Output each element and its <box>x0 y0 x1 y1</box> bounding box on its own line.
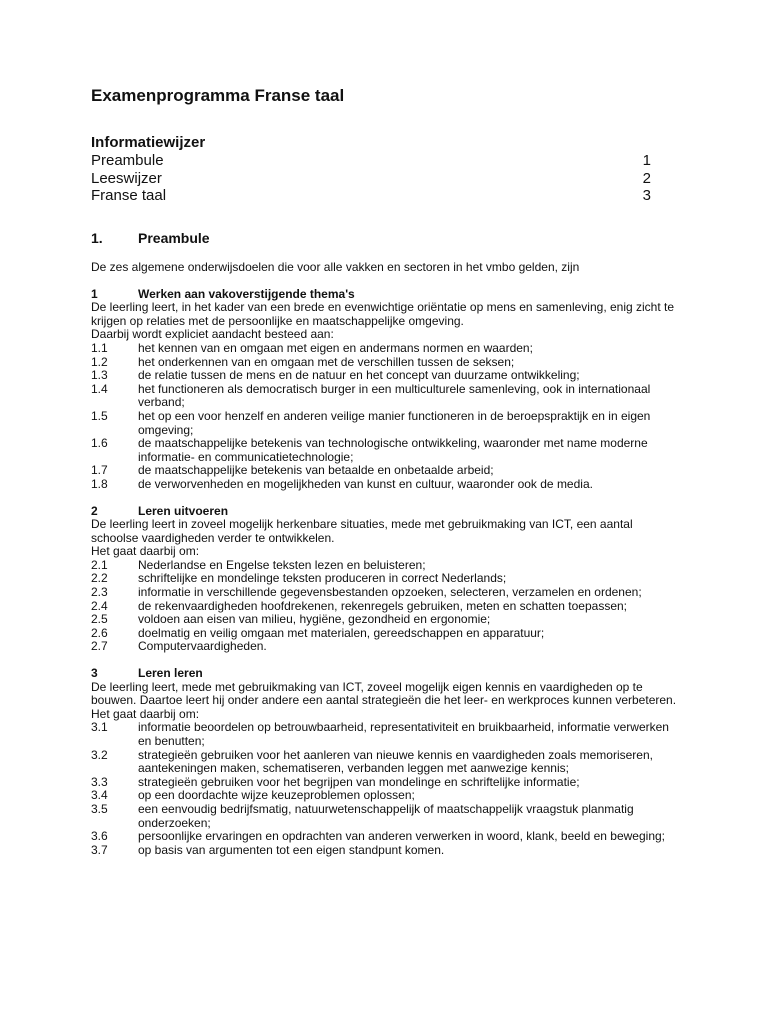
item-number: 2.3 <box>91 585 108 600</box>
goal-description: De leerling leert in zoveel mogelijk herkenbare situaties, mede met gebruikmaking van ICT, een aantal schoolse vaardigheden verder te ontwikkelen. <box>91 517 633 545</box>
goal-number: 2 <box>91 503 98 518</box>
toc-entry-page: 1 <box>642 152 651 169</box>
section-heading <box>91 230 210 246</box>
section-title: Preambule <box>138 230 210 246</box>
list-item <box>91 572 681 586</box>
item-number: 3.2 <box>91 747 108 762</box>
item-text: de rekenvaardigheden hoofdrekenen, rekenregels gebruiken, meten en schatten toepassen; <box>138 598 628 613</box>
list-item <box>91 640 681 654</box>
item-text: op een doordachte wijze keuzeproblemen oplossen; <box>138 788 415 803</box>
item-number: 2.6 <box>91 625 108 640</box>
section-intro: De zes algemene onderwijsdoelen die voor alle vakken en sectoren in het vmbo gelden, zijn <box>91 260 580 274</box>
item-number: 3.3 <box>91 774 108 789</box>
document-title: Examenprogramma Franse taal <box>91 86 345 105</box>
goal-block <box>91 505 681 655</box>
item-text: de verworvenheden en mogelijkheden van kunst en cultuur, waaronder ook de media. <box>138 476 593 491</box>
item-number: 3.6 <box>91 829 108 844</box>
toc-entry <box>91 187 651 205</box>
item-text: Nederlandse en Engelse teksten lezen en beluisteren; <box>138 557 426 572</box>
item-text: informatie beoordelen op betrouwbaarheid, representativiteit en bruikbaarheid, informatie verwerken en benutten; <box>138 720 669 748</box>
list-item <box>91 586 681 600</box>
goal-number: 3 <box>91 666 98 681</box>
list-item <box>91 613 681 627</box>
list-item <box>91 410 681 437</box>
item-number: 1.3 <box>91 368 108 383</box>
toc-entry-label: Preambule <box>91 152 164 169</box>
item-text: op basis van argumenten tot een eigen standpunt komen. <box>138 842 445 857</box>
toc-entry-label: Leeswijzer <box>91 169 162 187</box>
section-body <box>91 261 681 870</box>
goal-lead-in: Daarbij wordt expliciet aandacht besteed aan: <box>91 327 334 342</box>
item-text: voldoen aan eisen van milieu, hygiëne, gezondheid en ergonomie; <box>138 612 491 627</box>
toc-entry-page: 2 <box>642 169 651 187</box>
list-item <box>91 844 681 858</box>
item-number: 2.4 <box>91 598 108 613</box>
list-item <box>91 464 681 478</box>
item-text: het functioneren als democratisch burger in een multiculturele samenleving, ook in internationaal verband; <box>138 381 651 410</box>
list-item <box>91 830 681 844</box>
goal-block <box>91 288 681 492</box>
item-text: schriftelijke en mondelinge teksten produceren in correct Nederlands; <box>138 571 507 586</box>
list-item <box>91 356 681 370</box>
item-number: 1.8 <box>91 476 108 491</box>
item-number: 1.7 <box>91 463 108 478</box>
list-item <box>91 437 681 464</box>
goal-title-text: Leren uitvoeren <box>138 503 229 518</box>
item-text: een eenvoudig bedrijfsmatig, natuurwetenschappelijk of maatschappelijk vraagstuk planmatig onderzoeken; <box>138 801 634 830</box>
item-text: het onderkennen van en omgaan met de verschillen tussen de seksen; <box>138 354 515 369</box>
item-text: de relatie tussen de mens en de natuur en het concept van duurzame ontwikkeling; <box>138 368 580 383</box>
section-number: 1. <box>91 230 103 246</box>
toc-entry <box>91 152 651 170</box>
goal-block <box>91 667 681 857</box>
goal-lead-in: Het gaat daarbij om: <box>91 544 200 559</box>
item-number: 3.5 <box>91 801 108 816</box>
list-item <box>91 721 681 748</box>
table-of-contents <box>91 134 651 205</box>
item-text: Computervaardigheden. <box>138 639 267 654</box>
item-number: 2.7 <box>91 639 108 654</box>
item-text: strategieën gebruiken voor het begrijpen van mondelinge en schriftelijke informatie; <box>138 774 580 789</box>
goal-description: De leerling leert, mede met gebruikmaking van ICT, zoveel mogelijk eigen kennis en vaardigheden op te bouwen. Daartoe leert hij onder andere een aantal strategieën die het leer- en werkproces kunnen verbeteren. <box>91 679 677 708</box>
goal-lead-in: Het gaat daarbij om: <box>91 706 200 721</box>
goal-title <box>91 505 681 519</box>
goal-title <box>91 667 681 681</box>
toc-entry-page: 3 <box>642 187 651 204</box>
list-item <box>91 559 681 573</box>
goal-title <box>91 288 681 302</box>
item-number: 1.1 <box>91 340 108 355</box>
goal-description: De leerling leert, in het kader van een brede en evenwichtige oriëntatie op mens en samenleving, enig zicht te krijgen op relaties met de persoonlijke en maatschappelijke omgeving. <box>91 300 675 328</box>
item-number: 1.5 <box>91 408 108 423</box>
item-text: het op een voor henzelf en anderen veilige manier functioneren in de beroepspraktijk en in eigen omgeving; <box>138 408 651 437</box>
list-item <box>91 342 681 356</box>
list-item <box>91 803 681 830</box>
list-item <box>91 789 681 803</box>
item-text: persoonlijke ervaringen en opdrachten van anderen verwerken in woord, klank, beeld en beweging; <box>138 829 666 844</box>
list-item <box>91 749 681 776</box>
toc-entry-label: Franse taal <box>91 187 167 204</box>
item-text: het kennen van en omgaan met eigen en andermans normen en waarden; <box>138 340 533 355</box>
list-item <box>91 478 681 492</box>
list-item <box>91 369 681 383</box>
goal-number: 1 <box>91 286 98 301</box>
goal-title-text: Leren leren <box>138 666 203 681</box>
item-text: strategieën gebruiken voor het aanleren van nieuwe kennis en vaardigheden zoals memoriseren, aantekeningen maken, schematiseren, verbanden leggen met aanwezige kennis; <box>138 747 653 776</box>
item-number: 2.5 <box>91 612 108 627</box>
item-number: 3.7 <box>91 842 108 857</box>
item-text: doelmatig en veilig omgaan met materialen, gereedschappen en apparatuur; <box>138 625 545 640</box>
goal-title-text: Werken aan vakoverstijgende thema's <box>138 286 355 301</box>
list-item <box>91 600 681 614</box>
toc-entry <box>91 170 651 188</box>
item-number: 1.2 <box>91 354 108 369</box>
item-number: 1.6 <box>91 436 108 451</box>
item-text: informatie in verschillende gegevensbestanden opzoeken, selecteren, verzamelen en ordenen; <box>138 585 642 600</box>
list-item <box>91 776 681 790</box>
toc-heading: Informatiewijzer <box>91 134 206 151</box>
item-number: 3.1 <box>91 720 108 735</box>
item-text: de maatschappelijke betekenis van betaalde en onbetaalde arbeid; <box>138 463 494 478</box>
item-number: 2.2 <box>91 571 108 586</box>
item-text: de maatschappelijke betekenis van technologische ontwikkeling, waaronder met name moderne informatie- en communicatietechnologie; <box>138 436 648 464</box>
item-number: 2.1 <box>91 557 108 572</box>
item-number: 3.4 <box>91 788 108 803</box>
item-number: 1.4 <box>91 381 108 396</box>
list-item <box>91 627 681 641</box>
list-item <box>91 383 681 410</box>
